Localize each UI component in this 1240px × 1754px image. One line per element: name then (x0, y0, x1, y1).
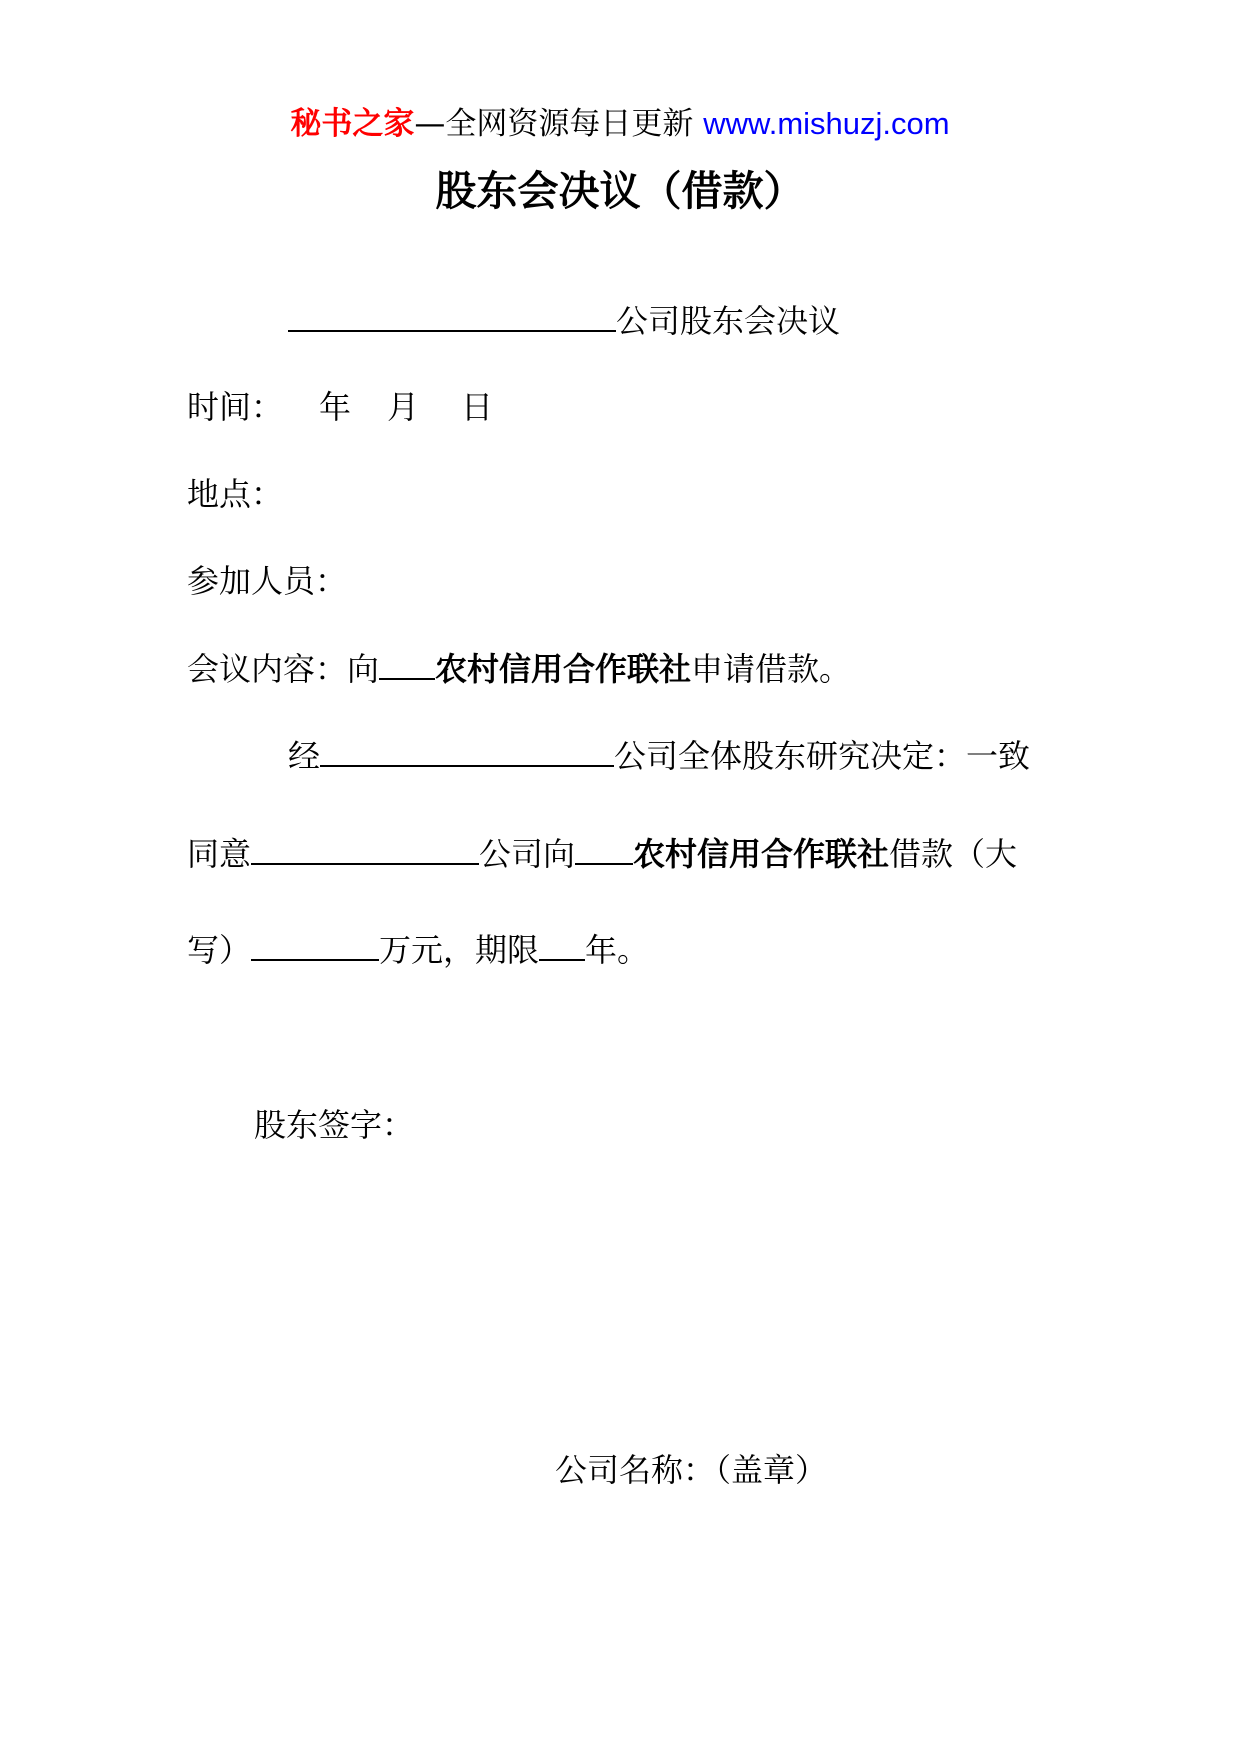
attendees-label: 参加人员： (187, 562, 348, 600)
decision-line2-lender-blank (575, 833, 633, 865)
decision-line2-suffix: 借款（大 (889, 835, 1018, 873)
attendees-row (187, 561, 347, 601)
company-seal-label: 公司名称：（盖章） (555, 1451, 828, 1489)
time-year: 年 (319, 388, 352, 426)
time-label: 时间： (187, 388, 284, 426)
time-row (187, 387, 493, 427)
decision-line1-suffix: 公司全体股东研究决定：一致 (614, 737, 1031, 775)
decision-line2-prefix: 同意 (187, 835, 252, 873)
header-site-link[interactable]: www.mishuzj.com (703, 106, 950, 141)
meeting-suffix: 申请借款。 (691, 650, 852, 688)
decision-line3-suffix: 年。 (585, 931, 650, 969)
brand-name: 秘书之家 (290, 106, 415, 142)
decision-line3-unit: 万元，期限 (379, 931, 540, 969)
decision-line-1 (288, 735, 1030, 776)
meeting-label: 会议内容：向 (187, 650, 380, 688)
header-slogan: —全网资源每日更新 (414, 106, 694, 142)
signature-row (254, 1105, 414, 1145)
decision-line-2 (187, 833, 1017, 874)
company-heading-text: 公司股东会决议 (616, 302, 841, 340)
company-heading (288, 300, 840, 341)
company-seal-row (555, 1450, 827, 1490)
site-header (0, 104, 1240, 144)
place-row (187, 474, 283, 514)
place-label: 地点： (187, 475, 284, 513)
signature-label: 股东签字： (254, 1106, 415, 1144)
time-month: 月 (387, 388, 420, 426)
amount-blank (251, 929, 379, 961)
decision-line2-institution: 农村信用合作联社 (633, 835, 890, 873)
decision-line3-prefix: 写） (187, 931, 252, 969)
company-name-blank (288, 300, 616, 332)
decision-company-blank (320, 735, 614, 767)
decision-line-3 (187, 929, 649, 970)
decision-line2-company: 公司向 (479, 835, 576, 873)
meeting-institution: 农村信用合作联社 (435, 650, 692, 688)
meeting-blank (379, 648, 435, 680)
time-day: 日 (461, 388, 494, 426)
decision-line2-blank (251, 833, 479, 865)
decision-prefix: 经 (288, 737, 321, 775)
term-blank (539, 929, 585, 961)
document-title: 股东会决议（借款） (435, 167, 805, 215)
meeting-content-row (187, 648, 851, 689)
